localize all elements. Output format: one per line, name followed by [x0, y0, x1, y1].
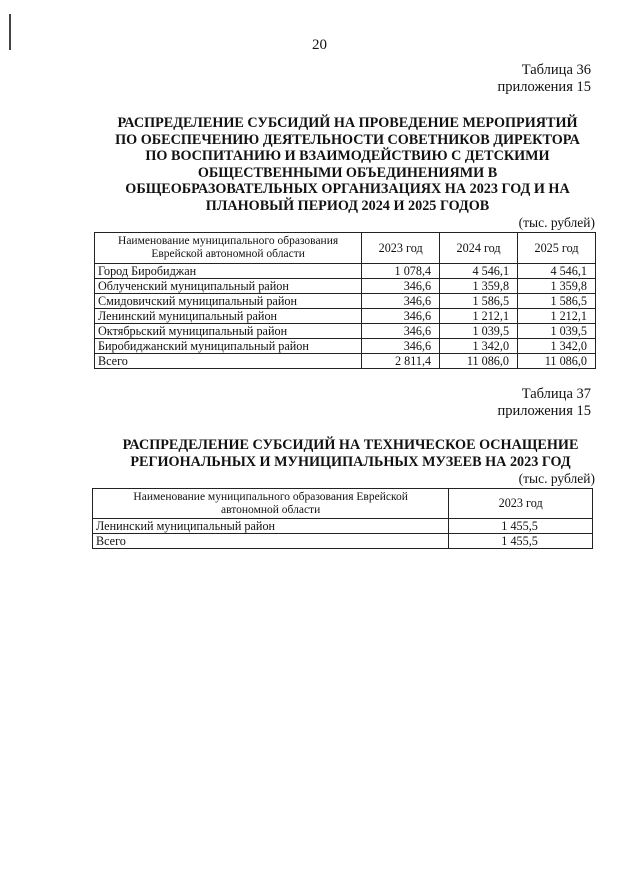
row-name: Всего [93, 534, 449, 549]
row-name: Облученский муниципальный район [95, 279, 362, 294]
table-row [95, 339, 596, 354]
value-2025: 11 086,0 [518, 354, 596, 369]
table-row [95, 309, 596, 324]
value-2024: 1 586,5 [440, 294, 518, 309]
table36-ref-appendix: приложения 15 [497, 79, 591, 95]
table-total-row [95, 354, 596, 369]
table-total-row [93, 534, 593, 549]
row-name: Смидовичский муниципальный район [95, 294, 362, 309]
row-name: Октябрьский муниципальный район [95, 324, 362, 339]
row-name: Всего [95, 354, 362, 369]
value-2023: 346,6 [362, 309, 440, 324]
value-2025: 1 342,0 [518, 339, 596, 354]
title-line: ОБЩЕОБРАЗОВАТЕЛЬНЫХ ОРГАНИЗАЦИЯХ НА 2023 ГОД И НА [125, 181, 570, 197]
table36-title [95, 115, 600, 214]
title-line: РЕГИОНАЛЬНЫХ И МУНИЦИПАЛЬНЫХ МУЗЕЕВ НА 2023 ГОД [130, 453, 571, 470]
table-row [95, 264, 596, 279]
title-line: РАСПРЕДЕЛЕНИЕ СУБСИДИЙ НА ТЕХНИЧЕСКОЕ ОСНАЩЕНИЕ [122, 437, 579, 453]
row-name: Город Биробиджан [95, 264, 362, 279]
title-line: ОБЩЕСТВЕННЫМИ ОБЪЕДИНЕНИЯМИ В [197, 164, 498, 181]
value-2023: 346,6 [362, 294, 440, 309]
table37-ref-number: Таблица 37 [521, 386, 591, 402]
row-name: Биробиджанский муниципальный район [95, 339, 362, 354]
title-line: ПО ВОСПИТАНИЮ И ВЗАИМОДЕЙСТВИЮ С ДЕТСКИМИ [145, 148, 550, 164]
table-row [95, 324, 596, 339]
row-name: Ленинский муниципальный район [93, 519, 449, 534]
value-2024: 1 359,8 [440, 279, 518, 294]
table36-reference [498, 62, 591, 96]
row-name: Ленинский муниципальный район [95, 309, 362, 324]
column-header-2023: 2023 год [449, 489, 593, 519]
value-2024: 11 086,0 [440, 354, 518, 369]
table36 [94, 232, 596, 369]
value-2023: 1 455,5 [449, 519, 593, 534]
value-2023: 346,6 [362, 324, 440, 339]
scan-mark [9, 14, 11, 50]
table-header-row [95, 233, 596, 264]
value-2024: 1 039,5 [440, 324, 518, 339]
column-header-2025: 2025 год [518, 233, 596, 264]
value-2023: 1 455,5 [449, 534, 593, 549]
table-row [95, 279, 596, 294]
value-2023: 1 078,4 [362, 264, 440, 279]
title-line: ПЛАНОВЫЙ ПЕРИОД 2024 И 2025 ГОДОВ [205, 197, 490, 214]
table37 [92, 488, 593, 549]
value-2024: 4 546,1 [440, 264, 518, 279]
value-2025: 1 359,8 [518, 279, 596, 294]
value-2025: 1 586,5 [518, 294, 596, 309]
column-header-2023: 2023 год [362, 233, 440, 264]
value-2023: 2 811,4 [362, 354, 440, 369]
column-header-name: Наименование муниципального образования Еврейской автономной области [95, 233, 362, 264]
table37-ref-appendix: приложения 15 [497, 403, 591, 419]
value-2025: 1 039,5 [518, 324, 596, 339]
value-2025: 4 546,1 [518, 264, 596, 279]
column-header-2024: 2024 год [440, 233, 518, 264]
value-2024: 1 212,1 [440, 309, 518, 324]
value-2023: 346,6 [362, 339, 440, 354]
table37-reference [498, 386, 591, 420]
title-line: ПО ОБЕСПЕЧЕНИЮ ДЕЯТЕЛЬНОСТИ СОВЕТНИКОВ ДИРЕКТОРА [115, 131, 580, 148]
table-row [93, 519, 593, 534]
table36-ref-number: Таблица 36 [521, 62, 591, 78]
table37-units: (тыс. рублей) [518, 471, 595, 486]
value-2023: 346,6 [362, 279, 440, 294]
value-2024: 1 342,0 [440, 339, 518, 354]
value-2025: 1 212,1 [518, 309, 596, 324]
page-number: 20 [312, 37, 327, 53]
title-line: РАСПРЕДЕЛЕНИЕ СУБСИДИЙ НА ПРОВЕДЕНИЕ МЕРОПРИЯТИЙ [117, 115, 578, 131]
table-row [95, 294, 596, 309]
table37-title [102, 437, 599, 470]
table-header-row [93, 489, 593, 519]
table36-units: (тыс. рублей) [518, 215, 595, 230]
column-header-name: Наименование муниципального образования Еврейской автономной области [93, 489, 449, 519]
